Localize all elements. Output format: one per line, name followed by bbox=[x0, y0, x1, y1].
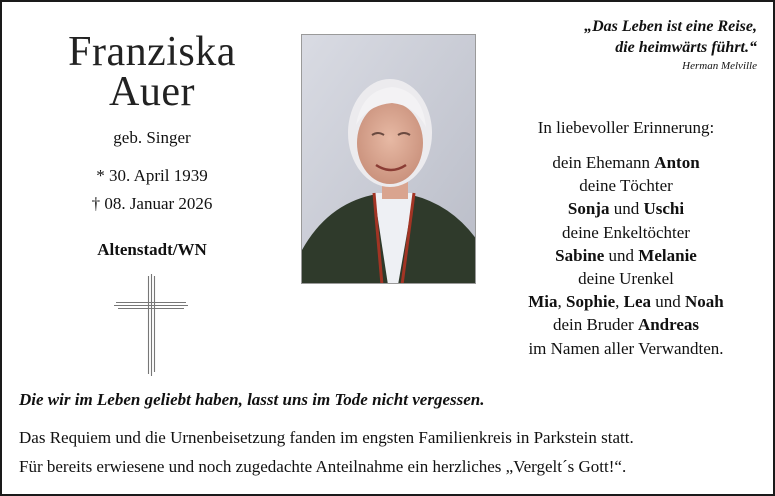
quote-author: Herman Melville bbox=[682, 60, 757, 72]
connector-text: und bbox=[651, 292, 686, 312]
connector-text: , bbox=[557, 292, 566, 312]
birth-date: * 30. April 1939 bbox=[96, 166, 208, 185]
quote-line-1: „Das Leben ist eine Reise, bbox=[584, 18, 757, 35]
hometown: Altenstadt/WN bbox=[97, 240, 207, 259]
connector-text: , bbox=[615, 292, 624, 312]
portrait-photo bbox=[301, 34, 476, 284]
family-line: deine Enkeltöchter bbox=[562, 222, 690, 242]
family-line bbox=[494, 290, 758, 313]
family-line: im Namen aller Verwandten. bbox=[528, 338, 724, 358]
relative-name: Sabine bbox=[555, 245, 605, 265]
funeral-notice-line-2: Für bereits erwiesene und noch zugedachte Anteilnahme ein herzliches „Vergelt´s Gott!“. bbox=[19, 457, 627, 476]
family-line: deine Urenkel bbox=[578, 269, 674, 289]
death-date: † 08. Januar 2026 bbox=[91, 194, 213, 213]
relative-name: Sophie bbox=[566, 292, 616, 312]
relative-name: Anton bbox=[654, 153, 700, 172]
first-name: Franziska bbox=[68, 29, 236, 75]
family-line bbox=[494, 151, 758, 174]
quote bbox=[584, 16, 757, 58]
connector-text: und bbox=[604, 245, 639, 265]
memory-intro: In liebevoller Erinnerung: bbox=[537, 118, 715, 137]
relative-name: Lea bbox=[623, 292, 652, 312]
relation-text: dein Ehemann bbox=[552, 153, 655, 172]
family-line bbox=[494, 244, 758, 267]
family-list bbox=[494, 151, 758, 360]
connector-text: und bbox=[609, 199, 644, 219]
relative-name: Melanie bbox=[638, 245, 697, 265]
family-line bbox=[494, 197, 758, 220]
relative-name: Uschi bbox=[643, 199, 685, 219]
relative-name: Mia bbox=[528, 292, 558, 312]
portrait-icon bbox=[302, 35, 476, 284]
relative-name: Sonja bbox=[567, 199, 610, 219]
birth-name: geb. Singer bbox=[113, 128, 191, 147]
family-line bbox=[494, 313, 758, 336]
relation-text: dein Bruder bbox=[552, 315, 638, 335]
family-line: deine Töchter bbox=[579, 176, 673, 196]
quote-line-2: die heimwärts führt.“ bbox=[615, 39, 757, 56]
relative-name: Noah bbox=[685, 292, 724, 312]
cross-icon bbox=[114, 274, 190, 378]
funeral-notice-line-1: Das Requiem und die Urnenbeisetzung fanden im engsten Familienkreis in Parkstein statt. bbox=[19, 428, 634, 447]
deceased-name bbox=[42, 29, 262, 115]
memorial-motto: Die wir im Leben geliebt haben, lasst uns im Tode nicht vergessen. bbox=[19, 390, 485, 409]
relative-name: Andreas bbox=[637, 315, 700, 335]
last-name: Auer bbox=[109, 69, 195, 115]
